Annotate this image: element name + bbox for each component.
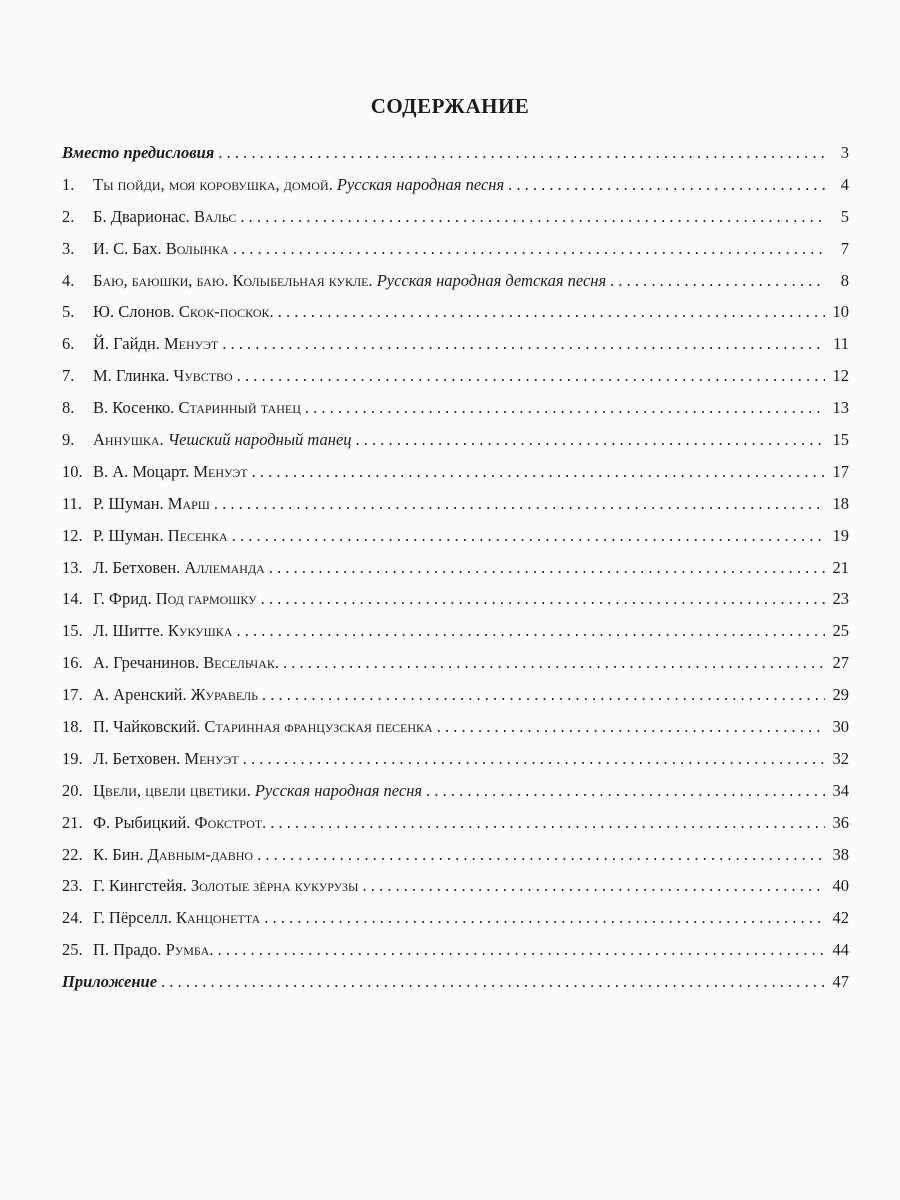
leader-dots [236,621,825,641]
toc-page-number: 36 [832,812,849,832]
leader-dots [269,558,825,578]
toc-entry[interactable] [62,558,849,590]
toc-entry-number: 11. [62,493,83,513]
toc-entry-number: 5. [62,302,75,322]
toc-preface[interactable] [62,143,849,175]
toc-page-number: 8 [840,270,849,290]
toc-entry-text [93,621,232,641]
toc-entry[interactable] [62,908,849,940]
toc-entry-text [93,334,218,354]
toc-entry-author: Г. Кингстейя. [93,876,187,896]
toc-entry-title: Менуэт [184,748,239,768]
leader-dots [270,813,825,833]
toc-entry-text [93,940,213,960]
toc-entry-number: 17. [62,685,83,705]
toc-entry-text [93,685,258,705]
toc-entry[interactable] [62,462,849,494]
toc-entry-title: Скок-поскок. [178,302,274,322]
leader-dots [218,143,825,163]
leader-dots [217,940,825,960]
toc-entry-text [93,589,257,609]
toc-entry-number: 9. [62,430,75,450]
toc-entry-text [93,876,358,896]
toc-entry-text [93,558,265,578]
toc-entry-number: 24. [62,908,83,928]
toc-entry-text [93,398,301,418]
toc-entry-number: 15. [62,621,83,641]
toc-entry-text [93,908,260,928]
toc-entry-title: Вальс [193,206,237,226]
toc-entry-author: Л. Бетховен. [93,557,181,577]
toc-entry[interactable] [62,813,849,845]
toc-entry-author: Й. Гайдн. [93,334,160,354]
toc-entry-title: Золотые зёрна кукурузы [190,876,359,896]
toc-page-number: 30 [832,717,849,737]
leader-dots [237,366,825,386]
toc-entry-number: 3. [62,238,75,258]
toc-entry-number: 18. [62,717,83,737]
toc-entry[interactable] [62,845,849,877]
toc-entry[interactable] [62,271,849,303]
toc-entry-title: Аллеманда [184,557,265,577]
toc-entry-title: Старинная французская песенка [204,717,433,737]
toc-entry-title: Цвели, цвели цветики. [93,780,251,800]
leader-dots [257,845,825,865]
toc-page-number: 19 [832,525,849,545]
toc-entry[interactable] [62,749,849,781]
toc-entry-text [93,302,274,322]
leader-dots [305,398,825,418]
toc-page-number: 5 [840,206,849,226]
toc-entry-number: 16. [62,653,83,673]
toc-entry-text [93,175,504,195]
toc-page-number: 17 [832,461,849,481]
leader-dots [240,207,825,227]
toc-page-number: 40 [832,876,849,896]
toc-entry[interactable] [62,526,849,558]
toc-entry-number: 14. [62,589,83,609]
toc-entry-author: В. Косенко. [93,398,175,418]
toc-entry-number: 12. [62,525,83,545]
toc-entry-author: Г. Фрид. [93,589,152,609]
toc-entry[interactable] [62,621,849,653]
toc-entry-title: Чувство [173,366,233,386]
toc-entry-number: 25. [62,940,83,960]
toc-entry-number: 4. [62,270,75,290]
leader-dots [161,972,825,992]
toc-entry-note: Русская народная песня [336,174,505,194]
toc-entry-text [93,781,422,801]
toc-page-number: 47 [832,972,849,992]
toc-entry-author: А. Гречанинов. [93,653,200,673]
toc-page-number: 38 [832,844,849,864]
toc-entry-title: Канцонетта [175,908,261,928]
toc-entry-title: Румба. [165,940,214,960]
leader-dots [278,302,825,322]
toc-entry-author: Л. Шитте. [93,621,164,641]
toc-entry[interactable] [62,717,849,749]
toc-entry[interactable] [62,781,849,813]
leader-dots [222,334,825,354]
toc-entry-author: Г. Пёрселл. [93,908,172,928]
toc-entry[interactable] [62,398,849,430]
toc-entry[interactable] [62,876,849,908]
leader-dots [426,781,825,801]
leader-dots [264,908,825,928]
toc-entry-title: Кукушка [167,621,233,641]
toc-entry-author: П. Чайковский. [93,717,201,737]
page-title: СОДЕРЖАНИЕ [370,94,530,118]
toc-entry-number: 8. [62,398,75,418]
leader-dots [214,494,825,514]
toc-entry-title: Фокстрот. [194,812,267,832]
toc-entry-text [93,526,228,546]
toc-page-number: 13 [832,398,849,418]
toc-entry-number: 21. [62,812,83,832]
toc-entry-author: Р. Шуман. [93,493,164,513]
toc-entry-text [93,462,248,482]
leader-dots [610,271,825,291]
leader-dots [508,175,825,195]
toc-entry-title: Баю, баюшки, баю. Колыбельная кукле. [93,270,373,290]
toc-entry-number: 2. [62,206,75,226]
toc-entry-number: 20. [62,780,83,800]
toc-entry-author: Ю. Слонов. [93,302,175,322]
toc-entry-author: Ф. Рыбицкий. [93,812,191,832]
toc-entry[interactable] [62,940,849,972]
toc-entry-number: 6. [62,334,75,354]
toc-entry-title: Ты пойди, моя коровушка, домой. [93,174,333,194]
toc-entry-text [93,271,606,291]
toc-entry[interactable] [62,589,849,621]
toc-entry-author: К. Бин. [93,844,144,864]
toc-entry-number: 23. [62,876,83,896]
leader-dots [283,653,825,673]
toc-preface-label: Вместо предисловия [62,143,215,162]
toc-page-number: 29 [832,685,849,705]
toc-entry[interactable] [62,366,849,398]
leader-dots [233,239,825,259]
toc-page-number: 15 [832,430,849,450]
toc-entry-number: 13. [62,557,83,577]
toc-entry-title: Песенка [167,525,228,545]
toc-entry-title: Волынка [165,238,229,258]
toc-entry-note: Чешский народный танец [167,430,352,450]
toc-page-number: 27 [832,653,849,673]
toc-entry-number: 19. [62,748,83,768]
toc-entry-number: 22. [62,844,83,864]
toc-page-number: 25 [832,621,849,641]
leader-dots [261,589,825,609]
toc-entry-number: 1. [62,174,75,194]
toc-entry-title: Давным-давно [147,844,254,864]
toc-entry-author: П. Прадо. [93,940,162,960]
toc-entry-title: Старинный танец [178,398,301,418]
toc-page-number: 12 [832,366,849,386]
toc-page-number: 21 [832,557,849,577]
toc-entry-author: Р. Шуман. [93,525,164,545]
toc-entry-text [93,430,352,450]
toc-entry-title: Под гармошку [155,589,257,609]
leader-dots [243,749,825,769]
toc-entry-text [93,717,433,737]
toc-page-number: 18 [832,493,849,513]
toc-entry-title: Журавель [190,685,259,705]
toc-entry-title: Аннушка. [93,430,164,450]
toc-entry[interactable] [62,175,849,207]
toc-appendix-label: Приложение [62,972,158,992]
toc-entry[interactable] [62,430,849,462]
toc-entry-text [93,749,239,769]
leader-dots [356,430,825,450]
toc-page-number: 42 [832,908,849,928]
leader-dots [232,526,825,546]
toc-entry[interactable] [62,207,849,239]
leader-dots [262,685,825,705]
toc-entry-text [93,207,236,227]
toc-entry-title: Весельчак. [203,653,280,673]
toc-entry-author: В. А. Моцарт. [93,461,190,481]
toc-entry-author: Л. Бетховен. [93,748,181,768]
toc-page-number: 10 [832,302,849,322]
toc-page-number: 34 [832,780,849,800]
toc-page-number: 7 [840,238,849,258]
toc-page-number: 32 [832,748,849,768]
toc-entry-text [93,653,279,673]
toc-entry-text [93,845,253,865]
toc-entry[interactable] [62,653,849,685]
toc-entry-text [93,494,210,514]
toc-entry-text [93,366,233,386]
toc-entry[interactable] [62,302,849,334]
leader-dots [362,876,825,896]
toc-page-number: 23 [832,589,849,609]
toc-entry-number: 10. [62,461,83,481]
toc-entry-note: Русская народная песня [254,780,423,800]
toc-entry-text [93,813,266,833]
toc-page-number: 11 [833,334,849,354]
toc-entry-title: Марш [167,493,210,513]
toc-entry[interactable] [62,685,849,717]
toc-entry-note: Русская народная детская песня [376,270,607,290]
toc-entry-title: Менуэт [163,334,219,354]
leader-dots [252,462,825,482]
toc-page-number: 44 [832,940,849,960]
toc-entry-text [93,239,229,259]
toc-entry[interactable] [62,334,849,366]
toc-entry-title: Менуэт [193,461,248,481]
toc-entry[interactable] [62,494,849,526]
table-of-contents [62,143,849,1004]
toc-entry-author: М. Глинка. [93,366,170,386]
toc-entry-author: А. Аренский. [93,685,187,705]
toc-entry-author: Б. Дварионас. [93,206,190,226]
toc-page-number: 4 [840,174,849,194]
leader-dots [437,717,825,737]
toc-entry[interactable] [62,239,849,271]
toc-page-number: 3 [840,143,849,162]
toc-appendix[interactable] [62,972,849,1004]
toc-entry-number: 7. [62,366,75,386]
toc-entry-author: И. С. Бах. [93,238,162,258]
